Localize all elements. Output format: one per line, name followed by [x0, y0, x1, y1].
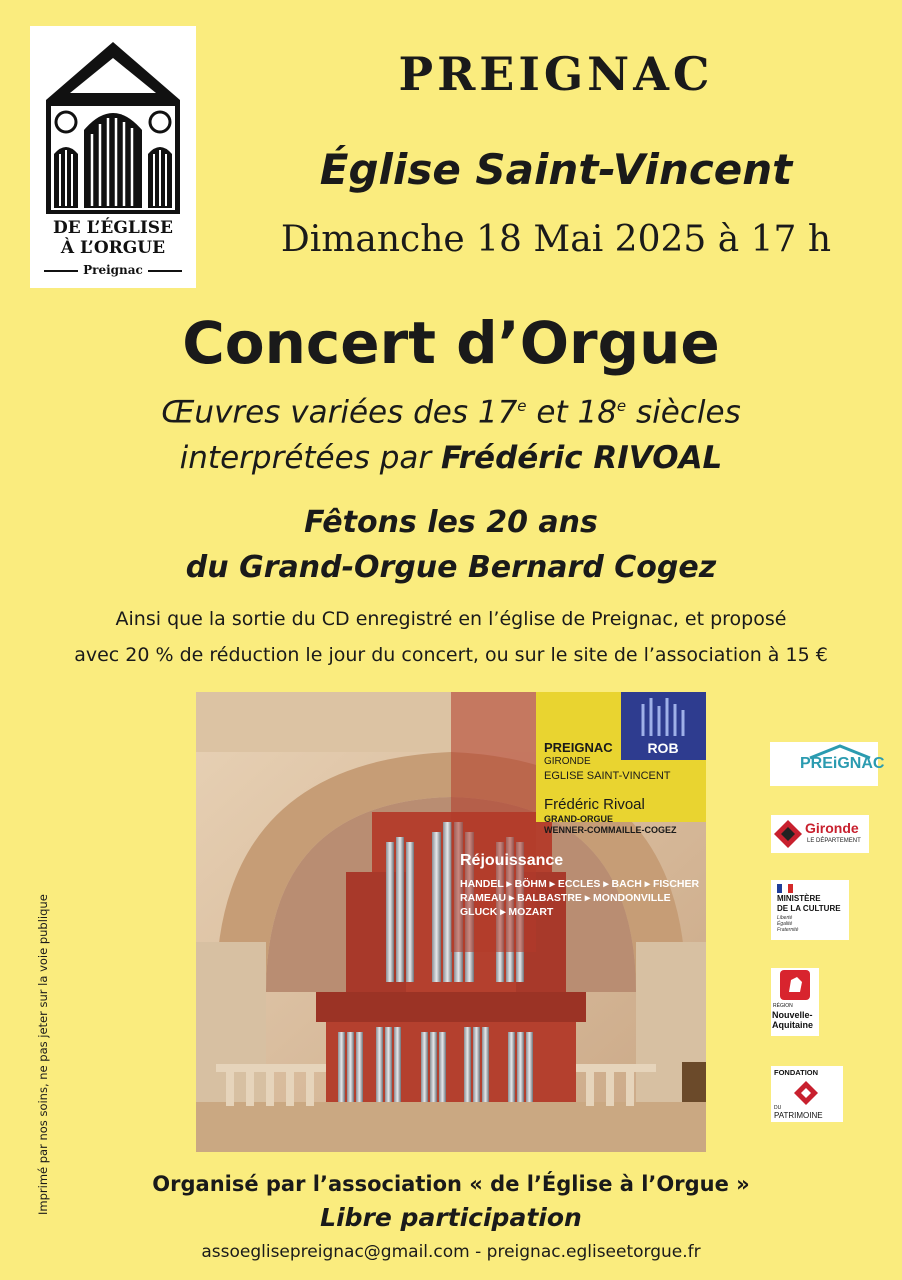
cd-cover-image	[196, 692, 706, 1152]
century-suffix-2: e	[616, 397, 627, 415]
cover-instrument-1: GRAND-ORGUE	[544, 814, 613, 824]
performer-prefix: interprétées par	[179, 440, 441, 476]
fondation-line-2: DU	[774, 1105, 782, 1111]
cover-instrument-2: WENNER-COMMAILLE-COGEZ	[544, 825, 677, 835]
anniversary-line-2: du Grand-Orgue Bernard Cogez	[185, 550, 717, 585]
fondation-line-1: FONDATION	[774, 1068, 819, 1077]
cd-info-line-1: Ainsi que la sortie du CD enregistré en l’église de Preignac, et proposé	[115, 608, 787, 630]
fondation-patrimoine-logo	[771, 1066, 843, 1122]
gironde-subtext: LE DÉPARTEMENT	[807, 838, 861, 844]
entry-info: Libre participation	[320, 1203, 582, 1232]
ministere-culture-logo	[771, 880, 849, 940]
works-suffix: siècles	[626, 394, 741, 431]
works-mid: et 18	[526, 394, 617, 431]
gironde-logo	[771, 815, 869, 853]
performer-name: Frédéric RIVOAL	[440, 440, 723, 476]
preignac-logo	[770, 742, 885, 786]
organizer-line: Organisé par l’association « de l’Église à l’Orgue »	[152, 1172, 750, 1196]
fondation-line-3: PATRIMOINE	[774, 1111, 823, 1120]
concert-title: Concert d’Orgue	[182, 309, 720, 377]
logo-line-2: À L’ORGUE	[60, 238, 166, 258]
region-line-2: Aquitaine	[772, 1020, 814, 1030]
church-name: Église Saint-Vincent	[319, 145, 793, 194]
contact-line: assoeglisepreignac@gmail.com - preignac.egliseetorgue.fr	[201, 1242, 701, 1262]
culture-motto-3: Fraternité	[777, 927, 799, 933]
region-line-1: Nouvelle-	[772, 1010, 813, 1020]
anniversary-line-1: Fêtons les 20 ans	[304, 505, 598, 540]
cd-info-line-2: avec 20 % de réduction le jour du concert, ou sur le site de l’association à 15 €	[74, 644, 828, 666]
print-notice: Imprimé par nos soins, ne pas jeter sur la voie publique	[36, 894, 50, 1215]
culture-motto-2: Égalité	[777, 921, 793, 927]
event-date: Dimanche 18 Mai 2025 à 17 h	[280, 219, 832, 260]
culture-line-1: MINISTÈRE	[777, 894, 821, 903]
town-name: PREIGNAC	[398, 47, 714, 101]
region-label: RÉGION	[773, 1003, 793, 1009]
album-title: Réjouissance	[460, 852, 564, 869]
century-suffix-1: e	[517, 397, 527, 415]
cover-town: PREIGNAC	[544, 740, 613, 755]
logo-line-1: DE L’ÉGLISE	[52, 218, 174, 238]
cover-artist: Frédéric Rivoal	[544, 796, 645, 813]
performer-line	[0, 432, 902, 484]
preignac-logo-text: PREiGNAC	[800, 755, 885, 772]
organ-facade-icon	[44, 38, 182, 214]
works-line	[0, 382, 902, 436]
region-aquitaine-logo	[771, 968, 819, 1036]
cover-department: GIRONDE	[544, 756, 591, 767]
french-flag-icon	[777, 884, 793, 893]
label-name: ROB	[647, 740, 679, 756]
culture-motto-1: Liberté	[777, 915, 793, 921]
association-logo	[30, 26, 196, 288]
composers-line-1: HANDEL ▸ BÖHM ▸ ECCLES ▸ BACH ▸ FISCHER	[460, 878, 700, 890]
patrimoine-emblem-icon	[793, 1080, 819, 1106]
gironde-diamond-icon	[773, 819, 803, 849]
composers-line-3: GLUCK ▸ MOZART	[460, 906, 554, 918]
cover-church: EGLISE SAINT-VINCENT	[544, 770, 671, 782]
lion-emblem-icon	[780, 970, 810, 1000]
gironde-text: Gironde	[805, 820, 859, 836]
composers-line-2: RAMEAU ▸ BALBASTRE ▸ MONDONVILLE	[460, 892, 671, 904]
works-prefix: Œuvres variées des 17	[161, 394, 518, 431]
logo-subtitle: Preignac	[44, 262, 182, 278]
culture-line-2: DE LA CULTURE	[777, 904, 841, 913]
